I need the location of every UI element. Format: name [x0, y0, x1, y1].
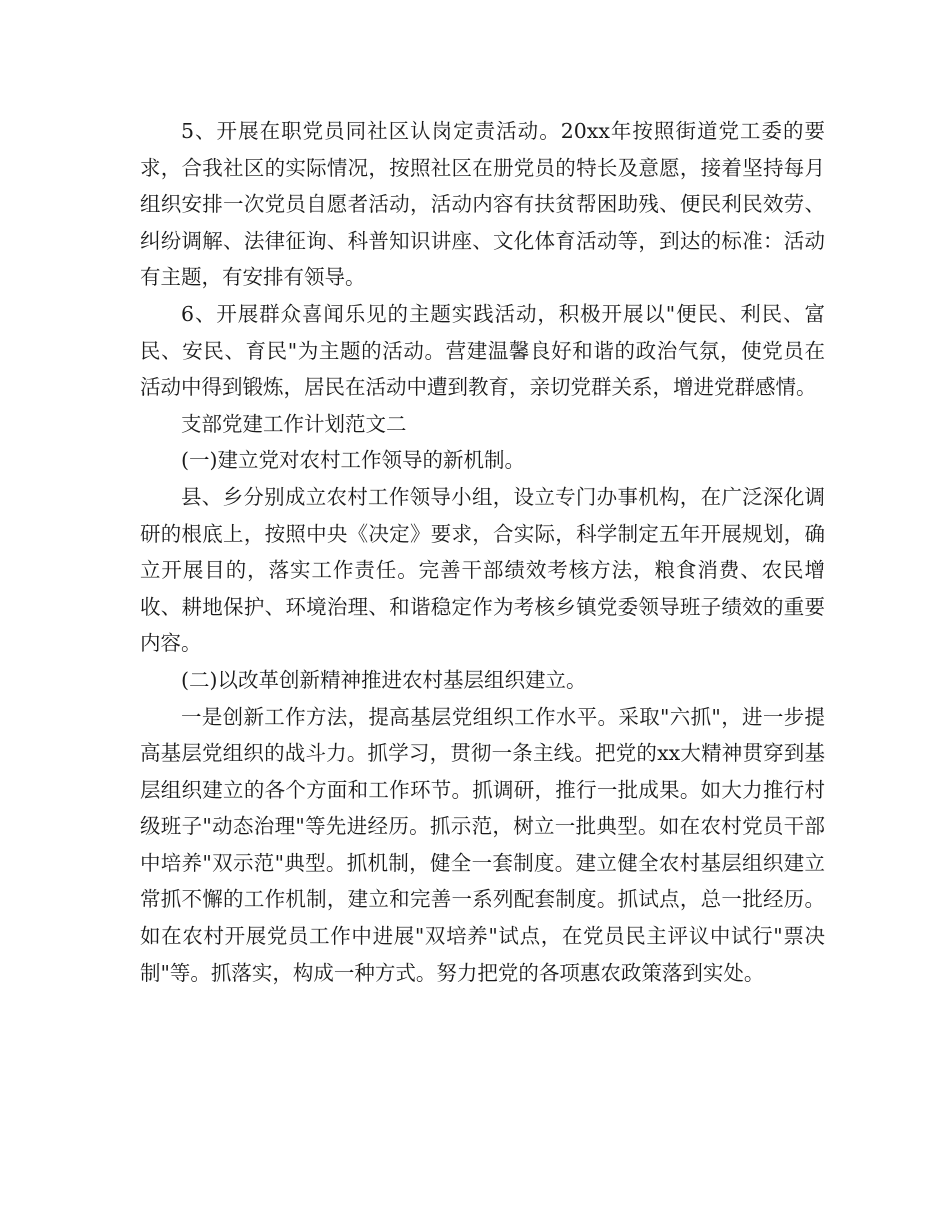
paragraph-item-6: 6、开展群众喜闻乐见的主题实践活动，积极开展以"便民、利民、富民、安民、育民"为主题的活动。营建温馨良好和谐的政治气氛，使党员在活动中得到锻炼，居民在活动中遭到教育，亲切党群关系，增进党群感情。: [140, 301, 825, 400]
section-title: 支部党建工作计划范文二: [181, 411, 407, 436]
paragraph-item-5: 5、开展在职党员同社区认岗定责活动。20xx年按照街道党工委的要求，合我社区的实际情况，按照社区在册党员的特长及意愿，接着坚持每月组织安排一次党员自愿者活动，活动内容有扶贫帮困助残、便民利民效劳、纠纷调解、法律征询、科普知识讲座、文化体育活动等，到达的标准：活动有主题，有安排有领导。: [140, 119, 825, 290]
paragraph-innovation: 一是创新工作方法，提高基层党组织工作水平。采取"六抓"，进一步提高基层党组织的战斗力。抓学习，贯彻一条主线。把党的xx大精神贯穿到基层组织建立的各个方面和工作环节。抓调研，推行一批成果。如大力推行村级班子"动态治理"等先进经历。抓示范，树立一批典型。如在农村党员干部中培养"双示范"典型。抓机制，健全一套制度。建立健全农村基层组织建立常抓不懈的工作机制，建立和完善一系列配套制度。抓试点，总一批经历。如在农村开展党员工作中进展"双培养"试点，在党员民主评议中试行"票决制"等。抓落实，构成一种方式。努力把党的各项惠农政策落到实处。: [140, 704, 825, 985]
subsection-heading-1: (一)建立党对农村工作领导的新机制。: [181, 448, 525, 473]
document-body: [140, 113, 825, 991]
subsection-heading-2: (二)以改革创新精神推进农村基层组织建立。: [181, 667, 587, 692]
paragraph-county-township: 县、乡分别成立农村工作领导小组，设立专门办事机构，在广泛深化调研的根底上，按照中央《决定》要求，合实际，科学制定五年开展规划，确立开展目的，落实工作责任。完善干部绩效考核方法，粮食消费、农民增收、耕地保护、环境治理、和谐稳定作为考核乡镇党委领导班子绩效的重要内容。: [140, 484, 825, 656]
